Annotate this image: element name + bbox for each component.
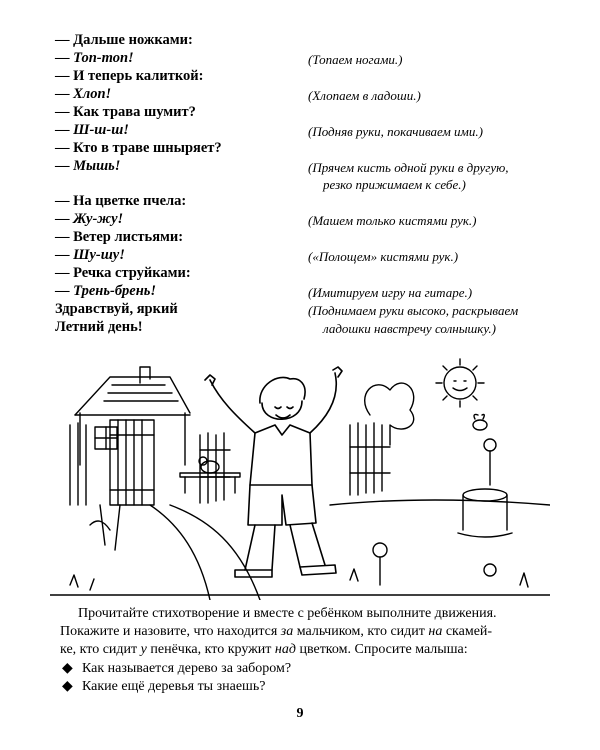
ground-icon [50, 500, 550, 595]
instruction-line-2: Покажите и назовите, что находится за мальчиком, кто сидит на скамей- [60, 624, 493, 639]
flower-icon [90, 439, 496, 585]
poem-line-2: — Топ-топ! [55, 50, 134, 66]
house-icon [75, 367, 190, 465]
poem-line-11: — Ветер листьями: [55, 229, 184, 245]
poem-note-15: (Поднимаем руки высоко, раскрываем [308, 303, 519, 318]
path-icon [150, 505, 260, 600]
poem-line-1: — Дальше ножками: [55, 32, 193, 48]
question-2: ◆ Какие ещё деревья ты знаешь? [62, 679, 266, 694]
grass-icon [70, 569, 528, 590]
tree-icon [365, 383, 414, 445]
poem-line-7: — Кто в траве шныряет? [55, 140, 222, 156]
poem-line-12: — Шу-шу! [55, 247, 125, 263]
poem-note-8: (Прячем кисть одной руки в другую, [308, 160, 509, 175]
bullet-icon: ◆ [62, 661, 73, 676]
bee-icon [473, 415, 487, 431]
poem-line-5: — Как трава шумит? [55, 104, 196, 120]
poem-line-3: — И теперь калиткой: [55, 68, 204, 84]
poem-note-4: (Хлопаем в ладоши.) [308, 88, 421, 103]
poem-note-16: ладошки навстречу солнышку.) [323, 321, 496, 336]
stump-icon [458, 489, 512, 537]
poem-line-14: — Трень-брень! [55, 283, 157, 299]
instruction-line-3: ке, кто сидит у пенёчка, кто кружит над цветком. Спросите малыша: [60, 642, 468, 657]
poem-line-10: — Жу-жу! [55, 211, 124, 227]
poem-line-4: — Хлоп! [55, 86, 112, 102]
boy-in-garden-illustration [50, 355, 550, 600]
poem-note-8b: резко прижимаем к себе.) [323, 177, 466, 192]
boy-icon [205, 367, 342, 577]
poem-note-14: (Имитируем игру на гитаре.) [308, 285, 473, 300]
sun-icon [436, 359, 484, 407]
poem-note-2: (Топаем ногами.) [308, 52, 403, 67]
question-1: ◆ Как называется дерево за забором? [62, 661, 292, 676]
poem-line-9: — На цветке пчела: [55, 193, 187, 209]
poem-line-16: Летний день! [55, 319, 143, 335]
poem-note-6: (Подняв руки, покачиваем ими.) [308, 124, 483, 139]
instruction-line-1: Прочитайте стихотворение и вместе с ребёнком выполните движения. [78, 606, 497, 621]
poem-note-12: («Полощем» кистями рук.) [308, 249, 459, 264]
bullet-icon: ◆ [62, 679, 73, 694]
bench-icon [180, 457, 240, 493]
poem-note-10: (Машем только кистями рук.) [308, 213, 477, 228]
poem-line-13: — Речка струйками: [55, 265, 191, 281]
poem-line-15: Здравствуй, яркий [55, 301, 178, 317]
poem-line-8: — Мышь! [55, 158, 121, 174]
poem-line-6: — Ш-ш-ш! [55, 122, 129, 138]
page-number: 9 [296, 706, 304, 721]
